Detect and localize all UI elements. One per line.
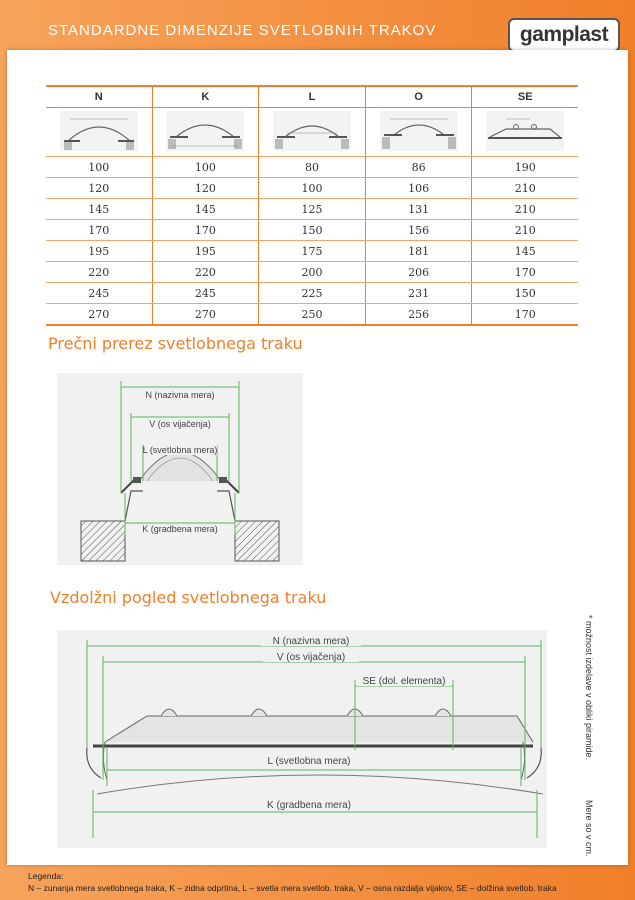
table-cell: 170 [46,220,152,241]
table-row [46,199,578,220]
table-cell: 170 [472,262,578,283]
table-cell: 200 [259,262,366,283]
profile-thumbnail-se [472,108,578,157]
table-row [46,157,578,178]
table-cell: 150 [472,283,578,304]
table-cell: 231 [365,283,472,304]
table-cell: 210 [472,178,578,199]
table-cell: 170 [152,220,259,241]
label-n: N (nazivna mera) [145,390,215,400]
table-cell: 120 [46,178,152,199]
table-cell: 250 [259,304,366,326]
dimensions-table [46,85,578,326]
label-l: L (svetlobna mera) [142,445,218,455]
longitudinal-profile-icon [486,111,564,151]
longitudinal-view-diagram [57,630,547,848]
table-cell: 120 [152,178,259,199]
profile-thumbnail-n [46,108,152,157]
legend [28,870,628,894]
table-cell: 100 [259,178,366,199]
legend-title: Legenda: [28,871,64,881]
column-header-l: L [259,86,366,108]
arch-profile-icon [166,111,244,151]
table-row [46,178,578,199]
table-cell: 210 [472,220,578,241]
table-cell: 131 [365,199,472,220]
label-v: V (os vijačenja) [149,419,211,429]
table-cell: 145 [472,241,578,262]
pyramid-note: * možnost izdelave v obliki piramide. [584,615,594,761]
column-header-se: SE [472,86,578,108]
profile-thumbnail-o [365,108,472,157]
table-cell: 100 [152,157,259,178]
wall-right [235,521,279,561]
cross-section-diagram [57,373,303,565]
table-row [46,262,578,283]
column-header-n: N [46,86,152,108]
table-row [46,283,578,304]
table-cell: 270 [46,304,152,326]
label-l: L (svetlobna mera) [267,756,351,767]
table-cell: 106 [365,178,472,199]
label-v: V (os vijačenja) [276,652,346,663]
wall-left [81,521,125,561]
longitudinal-view-title: Vzdolžni pogled svetlobnega traku [50,588,327,607]
label-k: K (gradbena mera) [267,800,351,811]
table-cell: 100 [46,157,152,178]
table-cell: 175 [259,241,366,262]
table-cell: 125 [259,199,366,220]
label-n: N (nazivna mera) [272,636,350,647]
table-row [46,304,578,326]
arch-profile-icon [273,111,351,151]
profile-thumbnail-k [152,108,259,157]
table-cell: 150 [259,220,366,241]
table-cell: 145 [46,199,152,220]
table-cell: 145 [152,199,259,220]
cross-section-title: Prečni prerez svetlobnega traku [48,334,303,353]
legend-text: N – zunanja mera svetlobnega traka, K – zidna odprtina, L – svetla mera svetlob. traka, V – osna razdalja vijakov, SE – dolžina svetlob. traka [28,883,557,893]
table-cell: 245 [152,283,259,304]
label-se: SE (dol. elementa) [362,676,446,687]
column-header-k: K [152,86,259,108]
table-cell: 210 [472,199,578,220]
table-cell: 256 [365,304,472,326]
table-cell: 190 [472,157,578,178]
table-cell: 220 [152,262,259,283]
table-cell: 225 [259,283,366,304]
table-row [46,241,578,262]
profile-thumbnail-l [259,108,366,157]
table-cell: 170 [472,304,578,326]
table-cell: 220 [46,262,152,283]
arch-profile-icon [380,111,458,151]
table-cell: 181 [365,241,472,262]
table-cell: 156 [365,220,472,241]
page-title: STANDARDNE DIMENZIJE SVETLOBNIH TRAKOV [48,22,437,39]
table-cell: 206 [365,262,472,283]
label-k: K (gradbena mera) [142,524,218,534]
column-header-o: O [365,86,472,108]
arch-profile-icon [60,111,138,151]
table-cell: 270 [152,304,259,326]
table-row [46,220,578,241]
table-cell: 245 [46,283,152,304]
units-note: Mere so v cm. [584,800,594,857]
table-cell: 195 [46,241,152,262]
table-cell: 195 [152,241,259,262]
table-cell: 86 [365,157,472,178]
gamplast-logo: gamplast [508,18,620,52]
table-cell: 80 [259,157,366,178]
